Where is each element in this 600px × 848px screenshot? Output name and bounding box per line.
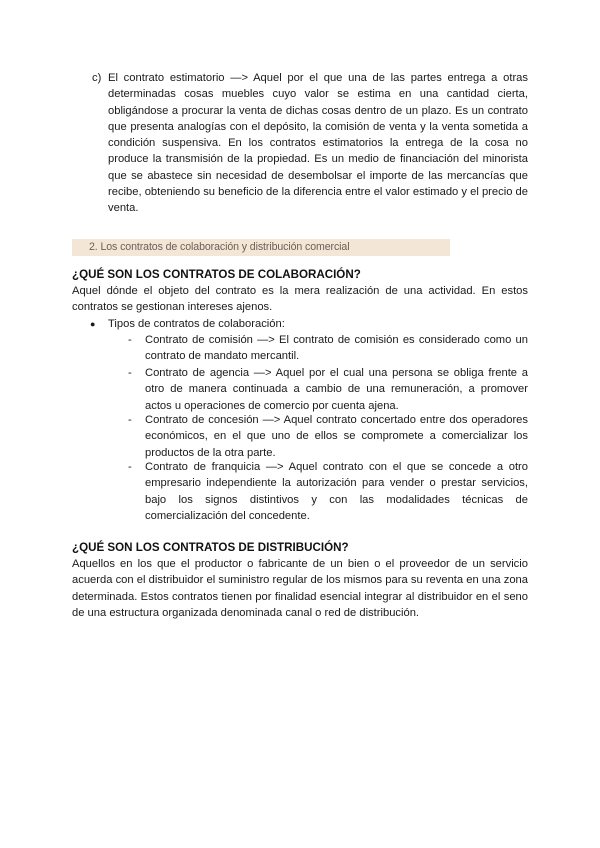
dash-marker: - — [128, 334, 132, 346]
dash-marker: - — [128, 367, 132, 379]
distribucion-heading: ¿QUÉ SON LOS CONTRATOS DE DISTRIBUCIÓN? — [72, 541, 349, 554]
bullet-icon: ● — [90, 319, 96, 329]
contrato-estimatorio-paragraph: El contrato estimatorio —> Aquel por el que una de las partes entrega a otras determinadas cosas muebles cuyo valor se estima en una cantidad cierta, obligándose a procurar la venta de dichas cosas dentro de un plazo. Es un contrato que presenta analogías con el depósito, la comisión de venta y la venta sometida a condición suspensiva. En los contratos estimatorios la entrega de la cosa no produce la transmisión de la propiedad. Es un medio de financiación del minorista que se abastece sin necesidad de desembolsar el importe de las mercancías que recibe, obteniendo su beneficio de la diferencia entre el valor estimado y el precio de venta. — [108, 72, 528, 215]
colaboracion-intro: Aquel dónde el objeto del contrato es la mera realización de una actividad. En estos contratos se gestionan intereses ajenos. — [72, 285, 528, 314]
colaboracion-heading: ¿QUÉ SON LOS CONTRATOS DE COLABORACIÓN? — [72, 268, 361, 281]
bullet-item: Tipos de contratos de colaboración: — [108, 318, 285, 330]
contrato-agencia-item: Contrato de agencia —> Aquel por el cual una persona se obliga frente a otro de manera continuada a cambio de una remuneración, a promover actos u operaciones de comercio por cuenta ajena. — [145, 367, 528, 412]
contrato-franquicia-item: Contrato de franquicia —> Aquel contrato con el que se concede a otro empresario independiente la autorización para vender o prestar servicios, bajo los signos distintivos y con las modalidades técnicas de comercialización del concedente. — [145, 461, 528, 522]
section-title: 2. Los contratos de colaboración y distribución comercial — [89, 241, 350, 253]
list-marker-c: c) — [92, 72, 102, 84]
dash-marker: - — [128, 461, 132, 473]
section-heading-band — [72, 239, 450, 256]
distribucion-paragraph: Aquellos en los que el productor o fabricante de un bien o el proveedor de un servicio acuerda con el distribuidor el suministro regular de los mismos para su reventa en una zona determinada. Estos contratos tienen por finalidad esencial integrar al distribuidor en el seno de una estructura organizada denominada canal o red de distribución. — [72, 558, 528, 619]
contrato-comision-item: Contrato de comisión —> El contrato de comisión es considerado como un contrato de mandato mercantil. — [145, 334, 528, 363]
dash-marker: - — [128, 414, 132, 426]
contrato-concesion-item: Contrato de concesión —> Aquel contrato concertado entre dos operadores económicos, en el que uno de ellos se compromete a comercializar los productos de la otra parte. — [145, 414, 528, 459]
